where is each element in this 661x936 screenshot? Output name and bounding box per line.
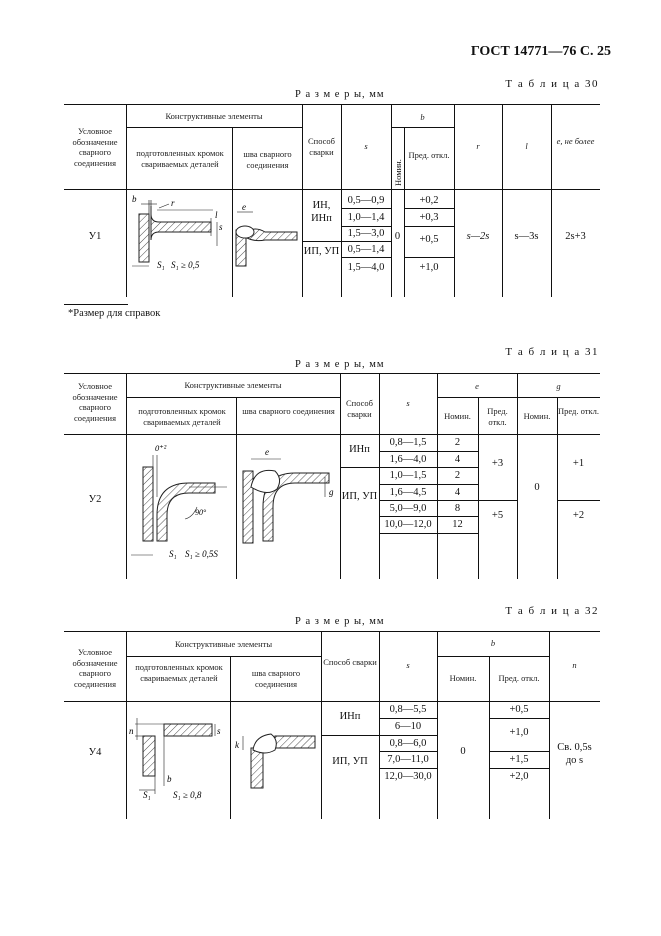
e-nom-cell: 4 <box>454 487 461 498</box>
s-cell: 12,0—30,0 <box>384 771 432 782</box>
fig-label-g: g <box>329 487 334 497</box>
e-nom-cell: 8 <box>454 503 461 514</box>
b-tol-cell: +0,5 <box>419 234 439 245</box>
method-cell: ИП, УП <box>303 246 340 257</box>
b-tol-cell: +1,5 <box>509 754 529 765</box>
fig-label-s1: S₁ <box>169 549 177 559</box>
e-tol-cell: +3 <box>491 458 504 469</box>
fig-condition: S₁ ≥ 0,5S <box>185 549 218 559</box>
seam-drawing <box>231 704 319 800</box>
method-cell: ИП, УП <box>332 756 368 767</box>
page-header: ГОСТ 14771—76 С. 25 <box>470 44 611 59</box>
dims-label: Р а з м е р ы, мм <box>295 359 385 370</box>
b-tol-cell: +0,2 <box>419 195 439 206</box>
col-e-tol-header: Пред. откл. <box>487 406 508 427</box>
fig-label-s: s <box>219 222 223 232</box>
col-n-header: n <box>572 660 577 670</box>
col-s-header: s <box>406 398 410 408</box>
s-cell: 7,0—11,0 <box>387 754 429 765</box>
n-cell: Св. 0,5s до s <box>557 742 592 766</box>
col-e-nom-header: Номин. <box>444 411 471 421</box>
dims-label: Р а з м е р ы, мм <box>295 616 385 627</box>
s-cell: 0,5—0,9 <box>347 195 385 206</box>
seam-drawing <box>233 192 301 272</box>
col-l-header: l <box>525 141 528 151</box>
designation-cell: У4 <box>88 747 102 758</box>
col-method-header: Способ сварки <box>323 657 377 667</box>
fig-label-s1: S₁ <box>143 790 151 800</box>
table-caption: Т а б л и ц а 30 <box>505 78 599 90</box>
col-structural-header: Конструктивные элементы <box>184 380 282 390</box>
col-b-header: b <box>490 638 496 648</box>
col-seam-header: шва сварного соединения <box>251 668 301 689</box>
g-tol-cell: +1 <box>572 458 585 469</box>
s-cell: 1,0—1,4 <box>347 212 385 223</box>
b-tol-cell: +0,3 <box>419 212 439 223</box>
col-r-header: r <box>476 141 480 151</box>
e-nom-cell: 12 <box>452 519 463 530</box>
s-cell: 5,0—9,0 <box>389 503 427 514</box>
b-tol-cell: +0,5 <box>509 704 529 715</box>
l-cell: s—3s <box>514 231 539 242</box>
col-e-header: e <box>475 381 479 391</box>
footnote: *Размер для справок <box>68 308 161 319</box>
table-caption: Т а б л и ц а 32 <box>505 605 599 617</box>
s-cell: 10,0—12,0 <box>384 519 432 530</box>
prepared-edges-drawing <box>127 192 231 272</box>
method-cell: ИНп <box>349 444 370 455</box>
col-s-header: s <box>406 660 410 670</box>
method-cell: ИНп <box>339 711 361 722</box>
prepared-edges-drawing <box>127 704 229 800</box>
fig-gap: 0⁺² <box>155 443 167 453</box>
e-nom-cell: 4 <box>454 454 461 465</box>
g-tol-cell: +2 <box>572 510 585 521</box>
col-b-tol-header: Пред. откл. <box>498 673 540 683</box>
fig-label-n: n <box>129 726 134 736</box>
fig-label-e: e <box>265 447 269 457</box>
fig-label-s: s <box>217 726 221 736</box>
e-cell: 2s+3 <box>565 231 586 242</box>
s-cell: 1,5—4,0 <box>347 262 385 273</box>
b-tol-cell: +1,0 <box>509 727 529 738</box>
col-g-nom-header: Номин. <box>523 411 551 421</box>
b-tol-cell: +1,0 <box>419 262 439 273</box>
col-designation-header: Условное обозначение сварного соединения <box>72 381 118 423</box>
fig-label-s1: S₁ <box>157 260 165 270</box>
col-structural-header: Конструктивные элементы <box>165 111 263 121</box>
s-cell: 6—10 <box>394 721 422 732</box>
col-s-header: s <box>364 141 368 151</box>
col-e-header: e, не более <box>556 136 595 146</box>
col-b-nom-header: Номин. <box>393 159 403 186</box>
s-cell: 1,6—4,0 <box>389 454 427 465</box>
designation-cell: У2 <box>88 494 102 505</box>
fig-label-b: b <box>132 194 137 204</box>
fig-condition: S₁ ≥ 0,8 <box>173 790 202 800</box>
s-cell: 1,6—4,5 <box>389 487 427 498</box>
s-cell: 0,8—5,5 <box>389 704 427 715</box>
col-b-header: b <box>420 112 425 122</box>
fig-label-r: r <box>171 198 175 208</box>
fig-label-e: e <box>242 202 246 212</box>
prepared-edges-drawing <box>127 437 235 561</box>
e-nom-cell: 2 <box>454 470 461 481</box>
s-cell: 0,8—1,5 <box>389 437 427 448</box>
col-seam-header: шва сварного соединения <box>242 406 335 416</box>
col-g-tol-header: Пред. откл. <box>558 406 599 416</box>
designation-cell: У1 <box>88 231 102 242</box>
r-cell: s—2s <box>466 231 490 242</box>
b-nom-cell: 0 <box>460 746 466 757</box>
method-cell: ИП, УП <box>341 491 378 502</box>
col-g-header: g <box>556 381 561 391</box>
fig-label-l: l <box>215 210 218 220</box>
seam-drawing <box>237 437 339 561</box>
col-designation-header: Условное обозначение сварного соединения <box>72 126 118 168</box>
col-method-header: Способ сварки <box>307 136 336 157</box>
e-nom-cell: 2 <box>454 437 461 448</box>
s-cell: 0,5—1,4 <box>347 244 385 255</box>
col-seam-header: шва сварного соединения <box>243 149 292 170</box>
s-cell: 1,5—3,0 <box>347 228 385 239</box>
s-cell: 0,8—6,0 <box>389 738 427 749</box>
g-nom-cell: 0 <box>534 482 540 493</box>
col-b-tol-header: Пред. откл. <box>408 150 450 160</box>
method-cell: ИН, ИНп <box>311 200 332 224</box>
col-prepared-header: подготовленных кромок свариваемых деталей <box>136 148 224 169</box>
s-cell: 1,0—1,5 <box>389 470 427 481</box>
col-method-header: Способ сварки <box>345 398 374 419</box>
col-designation-header: Условное обозначение сварного соединения <box>72 647 118 689</box>
col-prepared-header: подготовленных кромок свариваемых деталей <box>138 406 226 427</box>
fig-label-b: b <box>167 774 172 784</box>
b-tol-cell: +2,0 <box>509 771 529 782</box>
col-structural-header: Конструктивные элементы <box>174 639 273 649</box>
fig-condition: S₁ ≥ 0,5 <box>171 260 200 270</box>
col-prepared-header: подготовленных кромок свариваемых деталей <box>135 662 223 683</box>
b-nom-cell: 0 <box>394 231 401 242</box>
fig-label-k: k <box>235 740 239 750</box>
fig-angle: 90° <box>195 508 207 517</box>
dims-label: Р а з м е р ы, мм <box>295 89 385 100</box>
e-tol-cell: +5 <box>491 510 504 521</box>
table-caption: Т а б л и ц а 31 <box>505 346 599 358</box>
col-b-nom-header: Номин. <box>449 673 477 683</box>
